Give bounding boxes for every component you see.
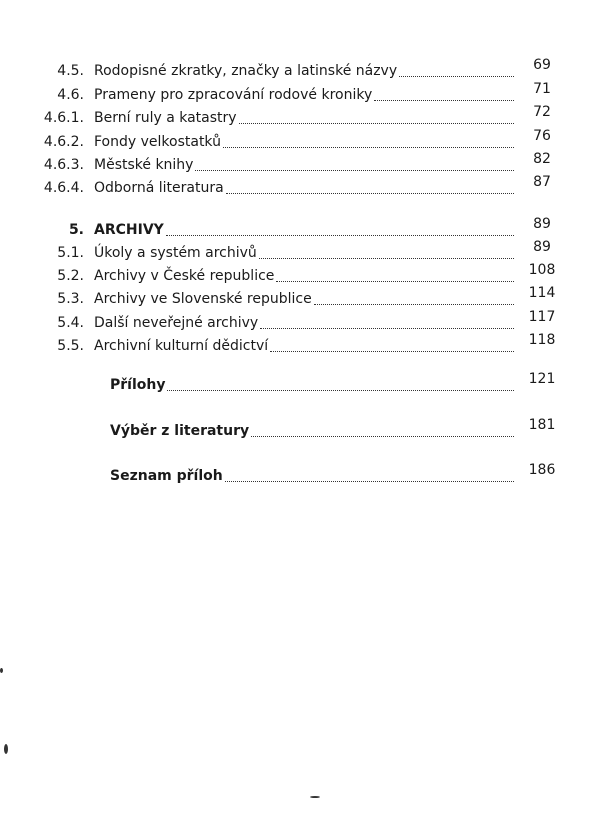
toc-entry-page: 108	[528, 262, 556, 278]
toc-entry-number: 4.6.1.	[43, 110, 84, 126]
toc-entry-title: Přílohy	[110, 377, 166, 393]
toc-entry	[0, 332, 562, 359]
toc-entry-page: 118	[528, 332, 556, 348]
scan-speck	[4, 744, 8, 754]
toc-entry-page: 181	[528, 417, 556, 433]
toc-entry	[0, 81, 562, 108]
toc-entry	[0, 309, 562, 336]
toc-entry-title: Městské knihy	[94, 157, 194, 173]
toc-entry-number: 4.6.	[57, 87, 84, 103]
toc-entry-title: Seznam příloh	[110, 468, 223, 484]
toc-entry-page: 71	[533, 81, 551, 97]
toc-entry	[0, 285, 562, 312]
toc-entry-number: 4.6.3.	[43, 157, 84, 173]
dot-leader	[166, 221, 514, 236]
toc-entry-page: 87	[533, 174, 551, 190]
toc-entry-title: Prameny pro zpracování rodové kroniky	[94, 87, 373, 103]
dot-leader	[167, 376, 514, 391]
dot-leader	[223, 133, 514, 148]
toc-entry-page: 72	[533, 104, 551, 120]
toc-entry-title: Archivní kulturní dědictví	[94, 338, 269, 354]
dot-leader	[260, 314, 514, 329]
dot-leader	[251, 422, 514, 437]
scan-speck	[310, 796, 320, 798]
toc-entry	[0, 128, 562, 155]
dot-leader	[259, 244, 514, 259]
toc-entry-number: 5.4.	[57, 315, 84, 331]
toc-entry-title: ARCHIVY	[94, 222, 164, 238]
toc-entry-number: 4.5.	[57, 63, 84, 79]
toc-entry	[0, 174, 562, 201]
toc-entry-page: 76	[533, 128, 551, 144]
toc-appendix-entry	[110, 417, 562, 444]
toc-entry-number: 4.6.2.	[43, 134, 84, 150]
toc-entry-page: 121	[528, 371, 556, 387]
dot-leader	[239, 109, 514, 124]
dot-leader	[195, 156, 514, 171]
toc-chapter-entry	[0, 216, 562, 243]
toc-entry	[0, 104, 562, 131]
dot-leader	[226, 179, 514, 194]
toc-entry-title: Archivy ve Slovenské republice	[94, 291, 312, 307]
toc-entry-title: Rodopisné zkratky, značky a latinské názvy	[94, 63, 398, 79]
toc-entry-number: 5.	[68, 222, 84, 238]
dot-leader	[399, 62, 514, 77]
toc-entry-title: Úkoly a systém archivů	[94, 245, 257, 261]
toc-entry-number: 5.5.	[57, 338, 84, 354]
toc-appendix-entry	[110, 462, 562, 489]
toc-entry-page: 82	[533, 151, 551, 167]
toc-entry-page: 117	[528, 309, 556, 325]
toc-entry-page: 114	[528, 285, 556, 301]
toc-entry	[0, 262, 562, 289]
toc-entry-title: Berní ruly a katastry	[94, 110, 237, 126]
scan-speck	[0, 668, 3, 673]
dot-leader	[225, 467, 514, 482]
toc-entry-page: 89	[533, 239, 551, 255]
toc-entry-number: 4.6.4.	[43, 180, 84, 196]
toc-entry-page: 89	[533, 216, 551, 232]
dot-leader	[270, 337, 514, 352]
toc-entry-title: Další neveřejné archivy	[94, 315, 259, 331]
toc-appendix-entry	[110, 371, 562, 398]
dot-leader	[276, 267, 514, 282]
toc-entry-title: Archivy v České republice	[94, 268, 275, 284]
toc-entry-title: Fondy velkostatků	[94, 134, 221, 150]
toc-entry	[0, 151, 562, 178]
toc-entry	[0, 57, 562, 84]
dot-leader	[314, 290, 514, 305]
toc-entry-title: Výběr z literatury	[110, 423, 250, 439]
toc-entry-number: 5.2.	[57, 268, 84, 284]
toc-entry-number: 5.3.	[57, 291, 84, 307]
toc-entry	[0, 239, 562, 266]
toc-entry-page: 186	[528, 462, 556, 478]
toc-entry-page: 69	[533, 57, 551, 73]
dot-leader	[374, 86, 514, 101]
toc-entry-number: 5.1.	[57, 245, 84, 261]
toc-entry-title: Odborná literatura	[94, 180, 224, 196]
